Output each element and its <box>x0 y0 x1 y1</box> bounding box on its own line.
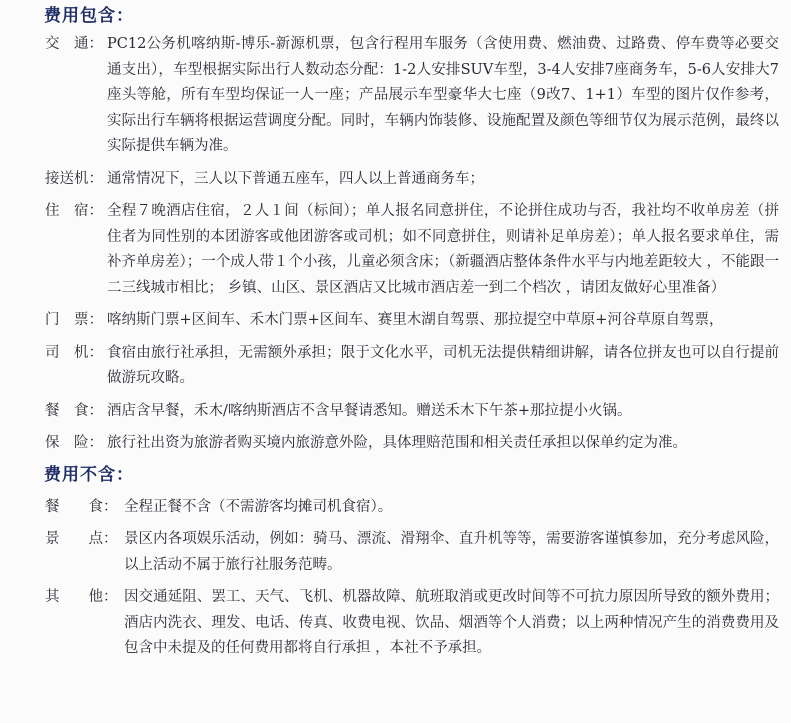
excluded-item-text: 全程正餐不含（不需游客均摊司机食宿）。 <box>124 498 393 515</box>
included-item-text: 全程７晚酒店住宿，２人１间（标间）；单人报名同意拼住，不论拼住成功与否，我社均不收单房差（拼住者为同性别的本团游客或他团游客或司机；如不同意拼住，则请补足单房差）；单人报名要求单住，需补齐单房差）；一个成人带１个小孩，儿童必须含床；（新疆酒店整体条件水平与内地差距较大 ，不能跟一二三线城市相比； 乡镇、山区、景区酒店又比城市酒店差一到二个档次 ，请团友做好心里准备） <box>107 203 779 296</box>
included-item-label: 司 机： <box>45 344 103 361</box>
excluded-item-attractions <box>14 527 779 578</box>
excluded-item-other <box>14 585 779 662</box>
included-item-text: 旅行社出资为旅游者购买境内旅游意外险，具体理赔范围和相关责任承担以保单约定为准。 <box>107 435 687 451</box>
included-item-label: 接送机： <box>45 170 103 187</box>
excluded-item-text: 因交通延阻、罢工、天气、飞机、机器故障、航班取消或更改时间等不可抗力原因所导致的额外费用；酒店内洗衣、理发、电话、传真、收费电视、饮品、烟酒等个人消费；以上两种情况产生的消费费用及包含中未提及的任何费用都将自行承担 ，本社不予承担。 <box>124 589 779 656</box>
included-item-meals <box>14 399 779 425</box>
included-item-text: PC12公务机喀纳斯-博乐-新源机票，包含行程用车服务（含使用费、燃油费、过路费、停车费等必要交通支出），车型根据实际出行人数动态分配：1-2人安排SUV车型，3-4人安排7座商务车，5-6人安排大7座头等舱，所有车型均保证一人一座；产品展示车型豪华大七座（9改7、1+1）车型的图片仅作参考，实际出行车辆将根据运营调度分配。同时，车辆内饰装修、设施配置及颜色等细节仅为展示范例，最终以实际提供车辆为准。 <box>107 36 779 154</box>
excluded-item-label: 景 点： <box>45 531 118 547</box>
included-item-insurance <box>14 431 779 457</box>
fees-excluded-section <box>14 463 779 662</box>
included-item-transport <box>14 32 779 160</box>
included-item-label: 保 险： <box>45 435 103 451</box>
included-item-accommodation <box>14 199 779 301</box>
included-item-text: 喀纳斯门票+区间车、禾木门票+区间车、赛里木湖自驾票、那拉提空中草原+河谷草原自驾票， <box>107 312 724 328</box>
included-item-label: 住 宿： <box>45 203 103 219</box>
included-item-label: 交 通： <box>45 36 103 52</box>
excluded-item-text: 景区内各项娱乐活动，例如：骑马、漂流、滑翔伞、直升机等等，需要游客谨慎参加，充分考虑风险，以上活动不属于旅行社服务范畴。 <box>124 531 779 573</box>
included-item-label: 门 票： <box>45 312 103 328</box>
included-item-airport-transfer <box>14 167 779 193</box>
included-item-text: 通常情况下，三人以下普通五座车，四人以上普通商务车； <box>107 170 484 187</box>
fees-included-section <box>14 4 779 457</box>
included-item-label: 餐 食： <box>45 402 103 419</box>
included-item-text: 食宿由旅行社承担，无需额外承担；限于文化水平，司机无法提供精细讲解，请各位拼友也可以自行提前做游玩攻略。 <box>107 344 779 386</box>
fees-excluded-title: 费用不含： <box>44 464 134 485</box>
included-item-driver <box>14 341 779 392</box>
included-item-tickets <box>14 308 779 334</box>
excluded-item-label: 其 他： <box>45 589 118 605</box>
included-item-text: 酒店含早餐，禾木/喀纳斯酒店不含早餐请悉知。赠送禾木下午茶+那拉提小火锅。 <box>107 402 632 419</box>
excluded-item-label: 餐 食： <box>45 498 118 515</box>
excluded-item-meals <box>14 495 779 521</box>
fees-included-title: 费用包含： <box>44 6 134 26</box>
